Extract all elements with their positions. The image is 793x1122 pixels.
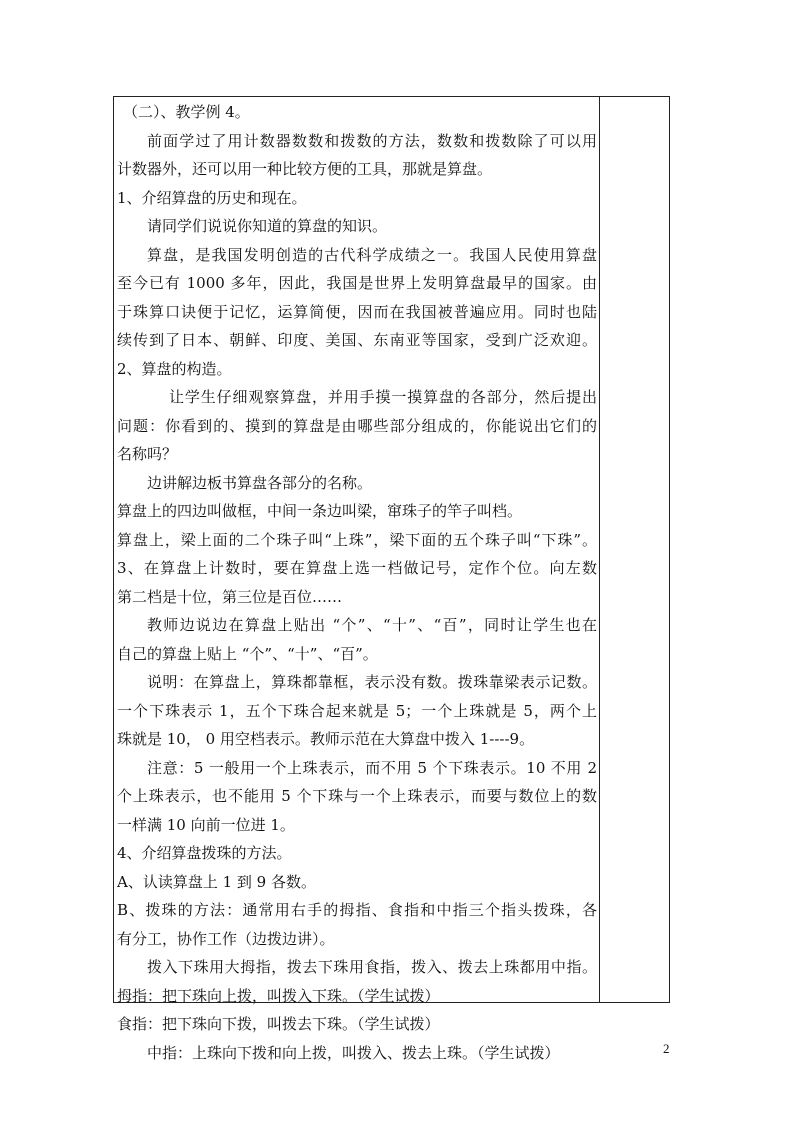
text-line: 边讲解边板书算盘各部分的名称。 <box>147 473 373 492</box>
text-line: 个上珠表示，也不能用 5 个下珠与一个上珠表示，而要与数位上的数 <box>117 787 597 805</box>
text-line: 3、在算盘上计数时，要在算盘上选一档做记号，定作个位。向左数 <box>117 559 597 577</box>
text-line: 前面学过了用计数器数数和拨数的方法，数数和拨数除了可以用 <box>147 131 597 150</box>
text-line: 说明：在算盘上，算珠都靠框，表示没有数。拨珠靠梁表示记数。 <box>147 673 597 691</box>
text-line: 拇指：把下珠向上拨，叫拨入下珠。（学生试拨） <box>117 986 440 1005</box>
text-line: 问题：你看到的、摸到的算盘是由哪些部分组成的，你能说出它们的 <box>117 416 597 435</box>
text-line: 算盘上，梁上面的二个珠子叫“上珠”，梁下面的五个珠子叫“下珠”。 <box>117 530 597 549</box>
text-line: 续传到了日本、朝鲜、印度、美国、东南亚等国家，受到广泛欢迎。 <box>117 331 597 349</box>
text-line: 食指：把下珠向下拨，叫拨去下珠。（学生试拨） <box>117 1015 440 1033</box>
text-line: 拨入下珠用大拇指，拨去下珠用食指，拨入、拨去上珠都用中指。 <box>147 958 597 976</box>
text-line: 于珠算口诀便于记忆，运算简便，因而在我国被普遍应用。同时也陆 <box>117 302 597 321</box>
text-line: 第二档是十位，第三位是百位…… <box>117 587 343 606</box>
text-line: 2、算盘的构造。 <box>117 359 232 378</box>
text-line: 让学生仔细观察算盘，并用手摸一摸算盘的各部分，然后提出 <box>169 388 597 406</box>
text-line: 注意：5 一般用一个上珠表示，而不用 5 个下珠表示。10 不用 2 <box>147 758 597 777</box>
text-line: 教师边说边在算盘上贴出 “个”、“十”、“百”，同时让学生也在 <box>147 616 597 634</box>
text-line: 中指：上珠向下拨和向上拨，叫拨入、拨去上珠。（学生试拨） <box>147 1043 560 1062</box>
text-line: 珠就是 10， 0 用空档表示。教师示范在大算盘中拨入 1----9。 <box>117 730 535 748</box>
text-line: 1、介绍算盘的历史和现在。 <box>117 188 307 207</box>
text-line: （二）、教学例 4。 <box>123 103 250 121</box>
text-line: 计数器外，还可以用一种比较方便的工具，那就是算盘。 <box>117 160 493 178</box>
text-line: 名称吗？ <box>117 445 178 463</box>
text-line: 自己的算盘上贴上 “个”、“十”、“百”。 <box>117 644 378 663</box>
text-line: 一个下珠表示 1，五个下珠合起来就是 5；一个上珠就是 5，两个上 <box>117 701 597 720</box>
page-number: 2 <box>663 1041 670 1056</box>
text-line: 4、介绍算盘拨珠的方法。 <box>117 844 292 862</box>
text-line: 算盘，是我国发明创造的古代科学成绩之一。我国人民使用算盘 <box>147 245 597 264</box>
text-line: B、拨珠的方法：通常用右手的拇指、食指和中指三个指头拨珠，各 <box>117 901 597 919</box>
lesson-content <box>117 98 597 1067</box>
text-line: 算盘上的四边叫做框，中间一条边叫梁，窜珠子的竿子叫档。 <box>117 502 523 520</box>
column-divider <box>599 96 600 1003</box>
text-line: 一样满 10 向前一位进 1。 <box>117 815 295 834</box>
text-line: 至今已有 1000 多年，因此，我国是世界上发明算盘最早的国家。由 <box>117 274 597 292</box>
text-line: 有分工，协作工作（边拨边讲）。 <box>117 929 335 948</box>
text-line: A、认读算盘上 1 到 9 各数。 <box>117 872 316 891</box>
text-line: 请同学们说说你知道的算盘的知识。 <box>147 217 388 235</box>
